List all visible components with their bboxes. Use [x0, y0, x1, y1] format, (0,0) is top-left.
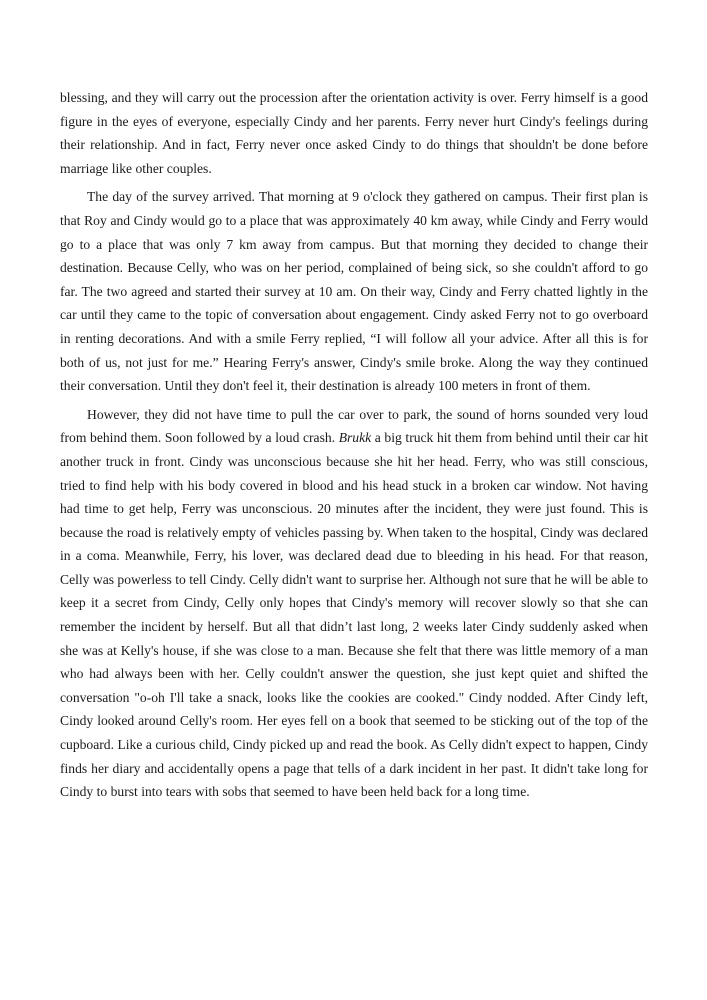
paragraph-accident-rest: a big truck hit them from behind until their car hit another truck in front. Cindy was unconscious because she hit her head. Ferry, who was still conscious, tried to find help with his body covered in blood and his head stuck in a broken car window. Not having had time to get help, Ferry was unconscious. 20 minutes after the incident, they were just found. This is because the road is relatively empty of vehicles passing by. When taken to the hospital, Cindy was declared in a coma. Meanwhile, Ferry, his lover, was declared dead due to bleeding in his head. For that reason, Celly was powerless to tell Cindy. Celly didn't want to surprise her. Although not sure that he will be able to keep it a secret from Cindy, Celly only hopes that Cindy's memory will recover slowly so that she can remember the incident by herself. But all that didn’t last long, 2 weeks later Cindy suddenly asked when she was at Kelly's house, if she was close to a man. Because she felt that there was little memory of a man who had always been with her. Celly couldn't answer the question, she just kept quiet and shifted the conversation "o-oh I'll take a snack, looks like the cookies are cooked." Cindy nodded. After Cindy left, Cindy looked around Celly's room. Her eyes fell on a book that seemed to be sticking out of the top of the cupboard. Like a curious child, Cindy picked up and read the book. As Celly didn't expect to happen, Cindy finds her diary and accidentally opens a page that tells of a dark incident in her past. It didn't take long for Cindy to burst into tears with sobs that seemed to have been held back for a long time. [60, 430, 649, 800]
paragraph-continuation: blessing, and they will carry out the procession after the orientation activity is over. Ferry himself is a good figure in the eyes of everyone, especially Cindy and her parents. Ferry never hurt Cindy's feelings during their relationship. And in fact, Ferry never once asked Cindy to do things that shouldn't be done before marriage like other couples. [60, 90, 648, 176]
document-body [60, 86, 648, 804]
paragraph-accident [60, 403, 648, 804]
paragraph-accident-start: However, they did not have time to pull the car over to park, the sound of horns sounded very loud from behind them. Soon followed by a loud crash. [60, 406, 648, 446]
onomatopoeia-italic: Brukk [338, 430, 372, 446]
paragraph-survey-day: The day of the survey arrived. That morning at 9 o'clock they gathered on campus. Their first plan is that Roy and Cindy would go to a place that was approximately 40 km away, while Cindy and Ferry would go to a place that was only 7 km away from campus. But that morning they decided to change their destination. Because Celly, who was on her period, complained of being sick, so she couldn't afford to go far. The two agreed and started their survey at 10 am. On their way, Cindy and Ferry chatted lightly in the car until they came to the topic of conversation about engagement. Cindy asked Ferry not to go overboard in renting decorations. And with a smile Ferry replied, “I will follow all your advice. After all this is for both of us, not just for me.” Hearing Ferry's answer, Cindy's smile broke. Along the way they continued their conversation. Until they don't feel it, their destination is already 100 meters in front of them. [60, 189, 648, 394]
